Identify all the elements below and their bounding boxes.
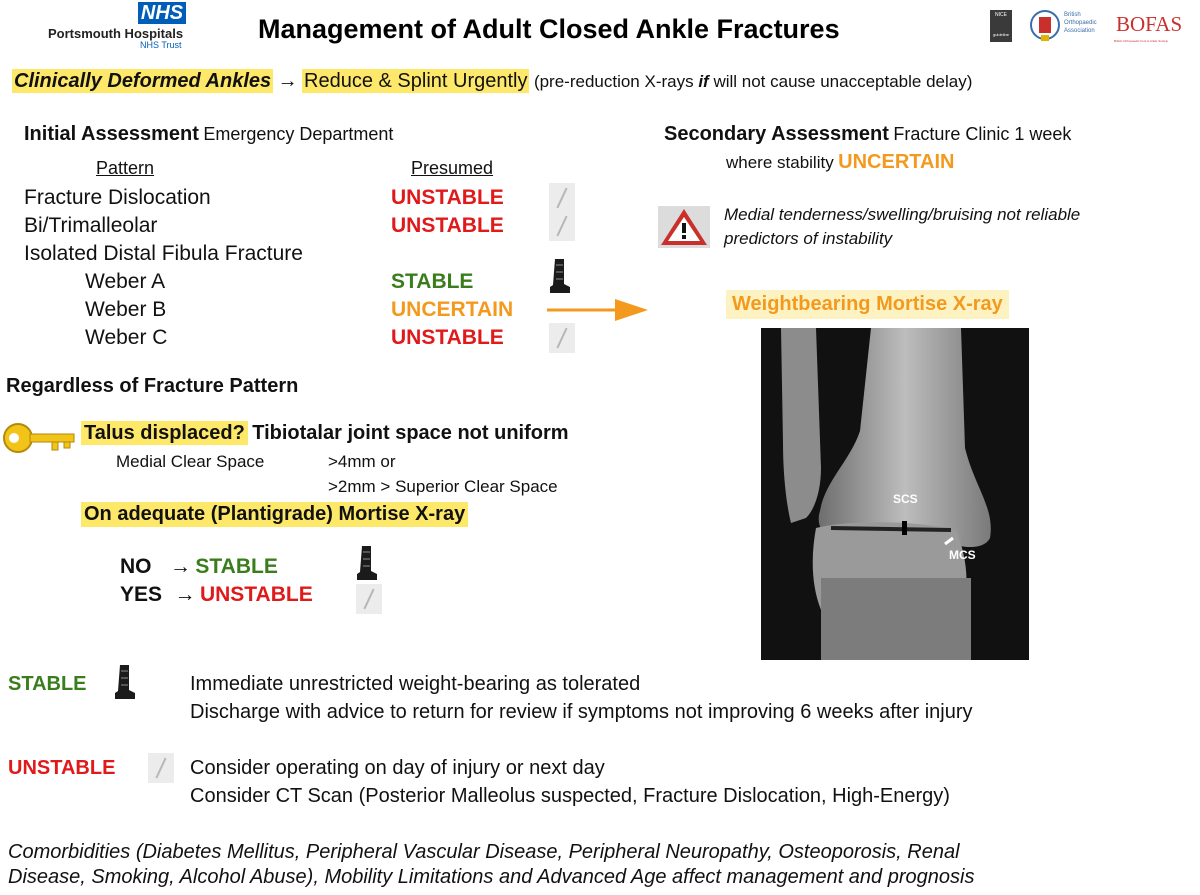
talus-criteria-line bbox=[81, 422, 569, 445]
splint-icon bbox=[549, 211, 575, 241]
where-stability-label: where stability bbox=[726, 153, 834, 172]
urgent-arrow: → bbox=[277, 70, 298, 92]
uncertain-label: UNCERTAIN bbox=[838, 151, 955, 173]
pattern-column-header: Pattern bbox=[96, 158, 155, 178]
xray-note-a: (pre-reduction X-rays bbox=[533, 72, 699, 91]
stable-outcome-label: STABLE bbox=[8, 673, 87, 695]
adequate-xray-label: On adequate (Plantigrade) Mortise X-ray bbox=[81, 502, 468, 527]
boa-line2: Orthopaedic bbox=[1064, 20, 1097, 26]
splint-icon bbox=[148, 753, 174, 783]
page-title: Management of Adult Closed Ankle Fractures bbox=[258, 14, 840, 44]
splint-icon bbox=[356, 584, 382, 614]
unstable-line1: Consider operating on day of injury or next day bbox=[190, 757, 605, 779]
yes-result-line bbox=[120, 583, 313, 607]
yes-label: YES bbox=[120, 583, 163, 606]
nice-logo-text: NICE bbox=[995, 12, 1007, 18]
boa-logo-text bbox=[1064, 11, 1097, 35]
no-label: NO bbox=[120, 555, 152, 578]
boa-crest-icon bbox=[1028, 8, 1062, 46]
pattern-fracture-dislocation: Fracture Dislocation bbox=[24, 186, 211, 209]
stable-line2: Discharge with advice to return for review if symptoms not improving 6 weeks after injury bbox=[190, 701, 973, 723]
mcs-criterion-2: >2mm > Superior Clear Space bbox=[328, 477, 558, 496]
yes-result-unstable: UNSTABLE bbox=[199, 583, 313, 606]
pattern-weber-b: Weber B bbox=[85, 298, 167, 321]
secondary-assessment-heading bbox=[664, 123, 1071, 146]
stability-uncertain-line bbox=[726, 151, 954, 174]
org-trust: NHS Trust bbox=[140, 40, 182, 50]
xray-label-mcs: MCS bbox=[949, 548, 976, 562]
warning-line2: predictors of instability bbox=[724, 229, 893, 248]
presumed-weber-b: UNCERTAIN bbox=[391, 298, 514, 321]
ankle-xray-image bbox=[761, 328, 1029, 660]
boot-icon bbox=[549, 258, 571, 294]
boofas-logo-text: BOFAS bbox=[1116, 12, 1183, 36]
boofas-logo-subtext: British Orthopaedic Foot & Ankle Society bbox=[1114, 39, 1169, 43]
yes-arrow: → bbox=[174, 583, 196, 606]
initial-heading: Initial Assessment bbox=[24, 123, 199, 145]
boa-line3: Association bbox=[1064, 28, 1095, 34]
urgent-banner bbox=[12, 70, 972, 93]
presumed-bimalleolar: UNSTABLE bbox=[391, 214, 504, 237]
joint-space-label: Tibiotalar joint space not uniform bbox=[252, 422, 569, 444]
comorbidities-line1: Comorbidities (Diabetes Mellitus, Peripheral Vascular Disease, Peripheral Neuropathy, Osteoporosis, Renal bbox=[8, 841, 960, 863]
pattern-bimalleolar: Bi/Trimalleolar bbox=[24, 214, 158, 237]
initial-assessment-heading bbox=[24, 123, 393, 146]
nice-logo-subtext: guideline bbox=[992, 32, 1009, 37]
deformed-ankles-label: Clinically Deformed Ankles bbox=[14, 70, 272, 92]
partner-logos bbox=[988, 6, 1193, 48]
arrow-right-icon bbox=[545, 297, 650, 323]
xray-note-if: if bbox=[698, 72, 709, 91]
unstable-line2: Consider CT Scan (Posterior Malleolus suspected, Fracture Dislocation, High-Energy) bbox=[190, 785, 950, 807]
stable-line1: Immediate unrestricted weight-bearing as tolerated bbox=[190, 673, 641, 695]
warning-icon bbox=[658, 206, 710, 248]
no-result-stable: STABLE bbox=[195, 555, 278, 578]
pattern-weber-a: Weber A bbox=[85, 270, 166, 293]
key-icon bbox=[2, 418, 78, 458]
presumed-weber-a: STABLE bbox=[391, 270, 474, 293]
no-result-line bbox=[120, 555, 278, 579]
boa-line1: British bbox=[1064, 12, 1081, 18]
mcs-criterion-1: >4mm or bbox=[328, 452, 396, 471]
regardless-heading: Regardless of Fracture Pattern bbox=[6, 375, 299, 397]
comorbidities-line2: Disease, Smoking, Alcohol Abuse), Mobility Limitations and Advanced Age affect management and prognosis bbox=[8, 866, 975, 888]
nice-logo bbox=[990, 10, 1012, 42]
presumed-column-header: Presumed bbox=[411, 158, 494, 178]
talus-displaced-label: Talus displaced? bbox=[81, 421, 248, 445]
nhs-logo: NHS bbox=[138, 2, 186, 24]
pattern-isolated-fibula: Isolated Distal Fibula Fracture bbox=[24, 242, 303, 265]
splint-icon bbox=[549, 323, 575, 353]
xray-note-b: will not cause unacceptable delay) bbox=[708, 72, 973, 91]
org-name: Portsmouth Hospitals bbox=[48, 26, 184, 41]
presumed-fracture-dislocation: UNSTABLE bbox=[391, 186, 504, 209]
presumed-weber-c: UNSTABLE bbox=[391, 326, 504, 349]
xray-title: Weightbearing Mortise X-ray bbox=[726, 290, 1009, 319]
initial-subheading: Emergency Department bbox=[203, 124, 394, 144]
boot-icon bbox=[355, 545, 379, 581]
warning-line1: Medial tenderness/swelling/bruising not reliable bbox=[724, 205, 1081, 224]
boot-icon bbox=[113, 664, 137, 700]
unstable-outcome-label: UNSTABLE bbox=[8, 757, 116, 779]
reduce-splint-label: Reduce & Splint Urgently bbox=[304, 70, 528, 92]
no-arrow: → bbox=[169, 555, 191, 578]
medial-clear-space-label: Medial Clear Space bbox=[116, 452, 265, 471]
xray-label-scs: SCS bbox=[893, 492, 918, 506]
pattern-weber-c: Weber C bbox=[85, 326, 168, 349]
splint-icon bbox=[549, 183, 575, 213]
secondary-subheading: Fracture Clinic 1 week bbox=[893, 124, 1072, 144]
secondary-heading: Secondary Assessment bbox=[664, 123, 889, 145]
